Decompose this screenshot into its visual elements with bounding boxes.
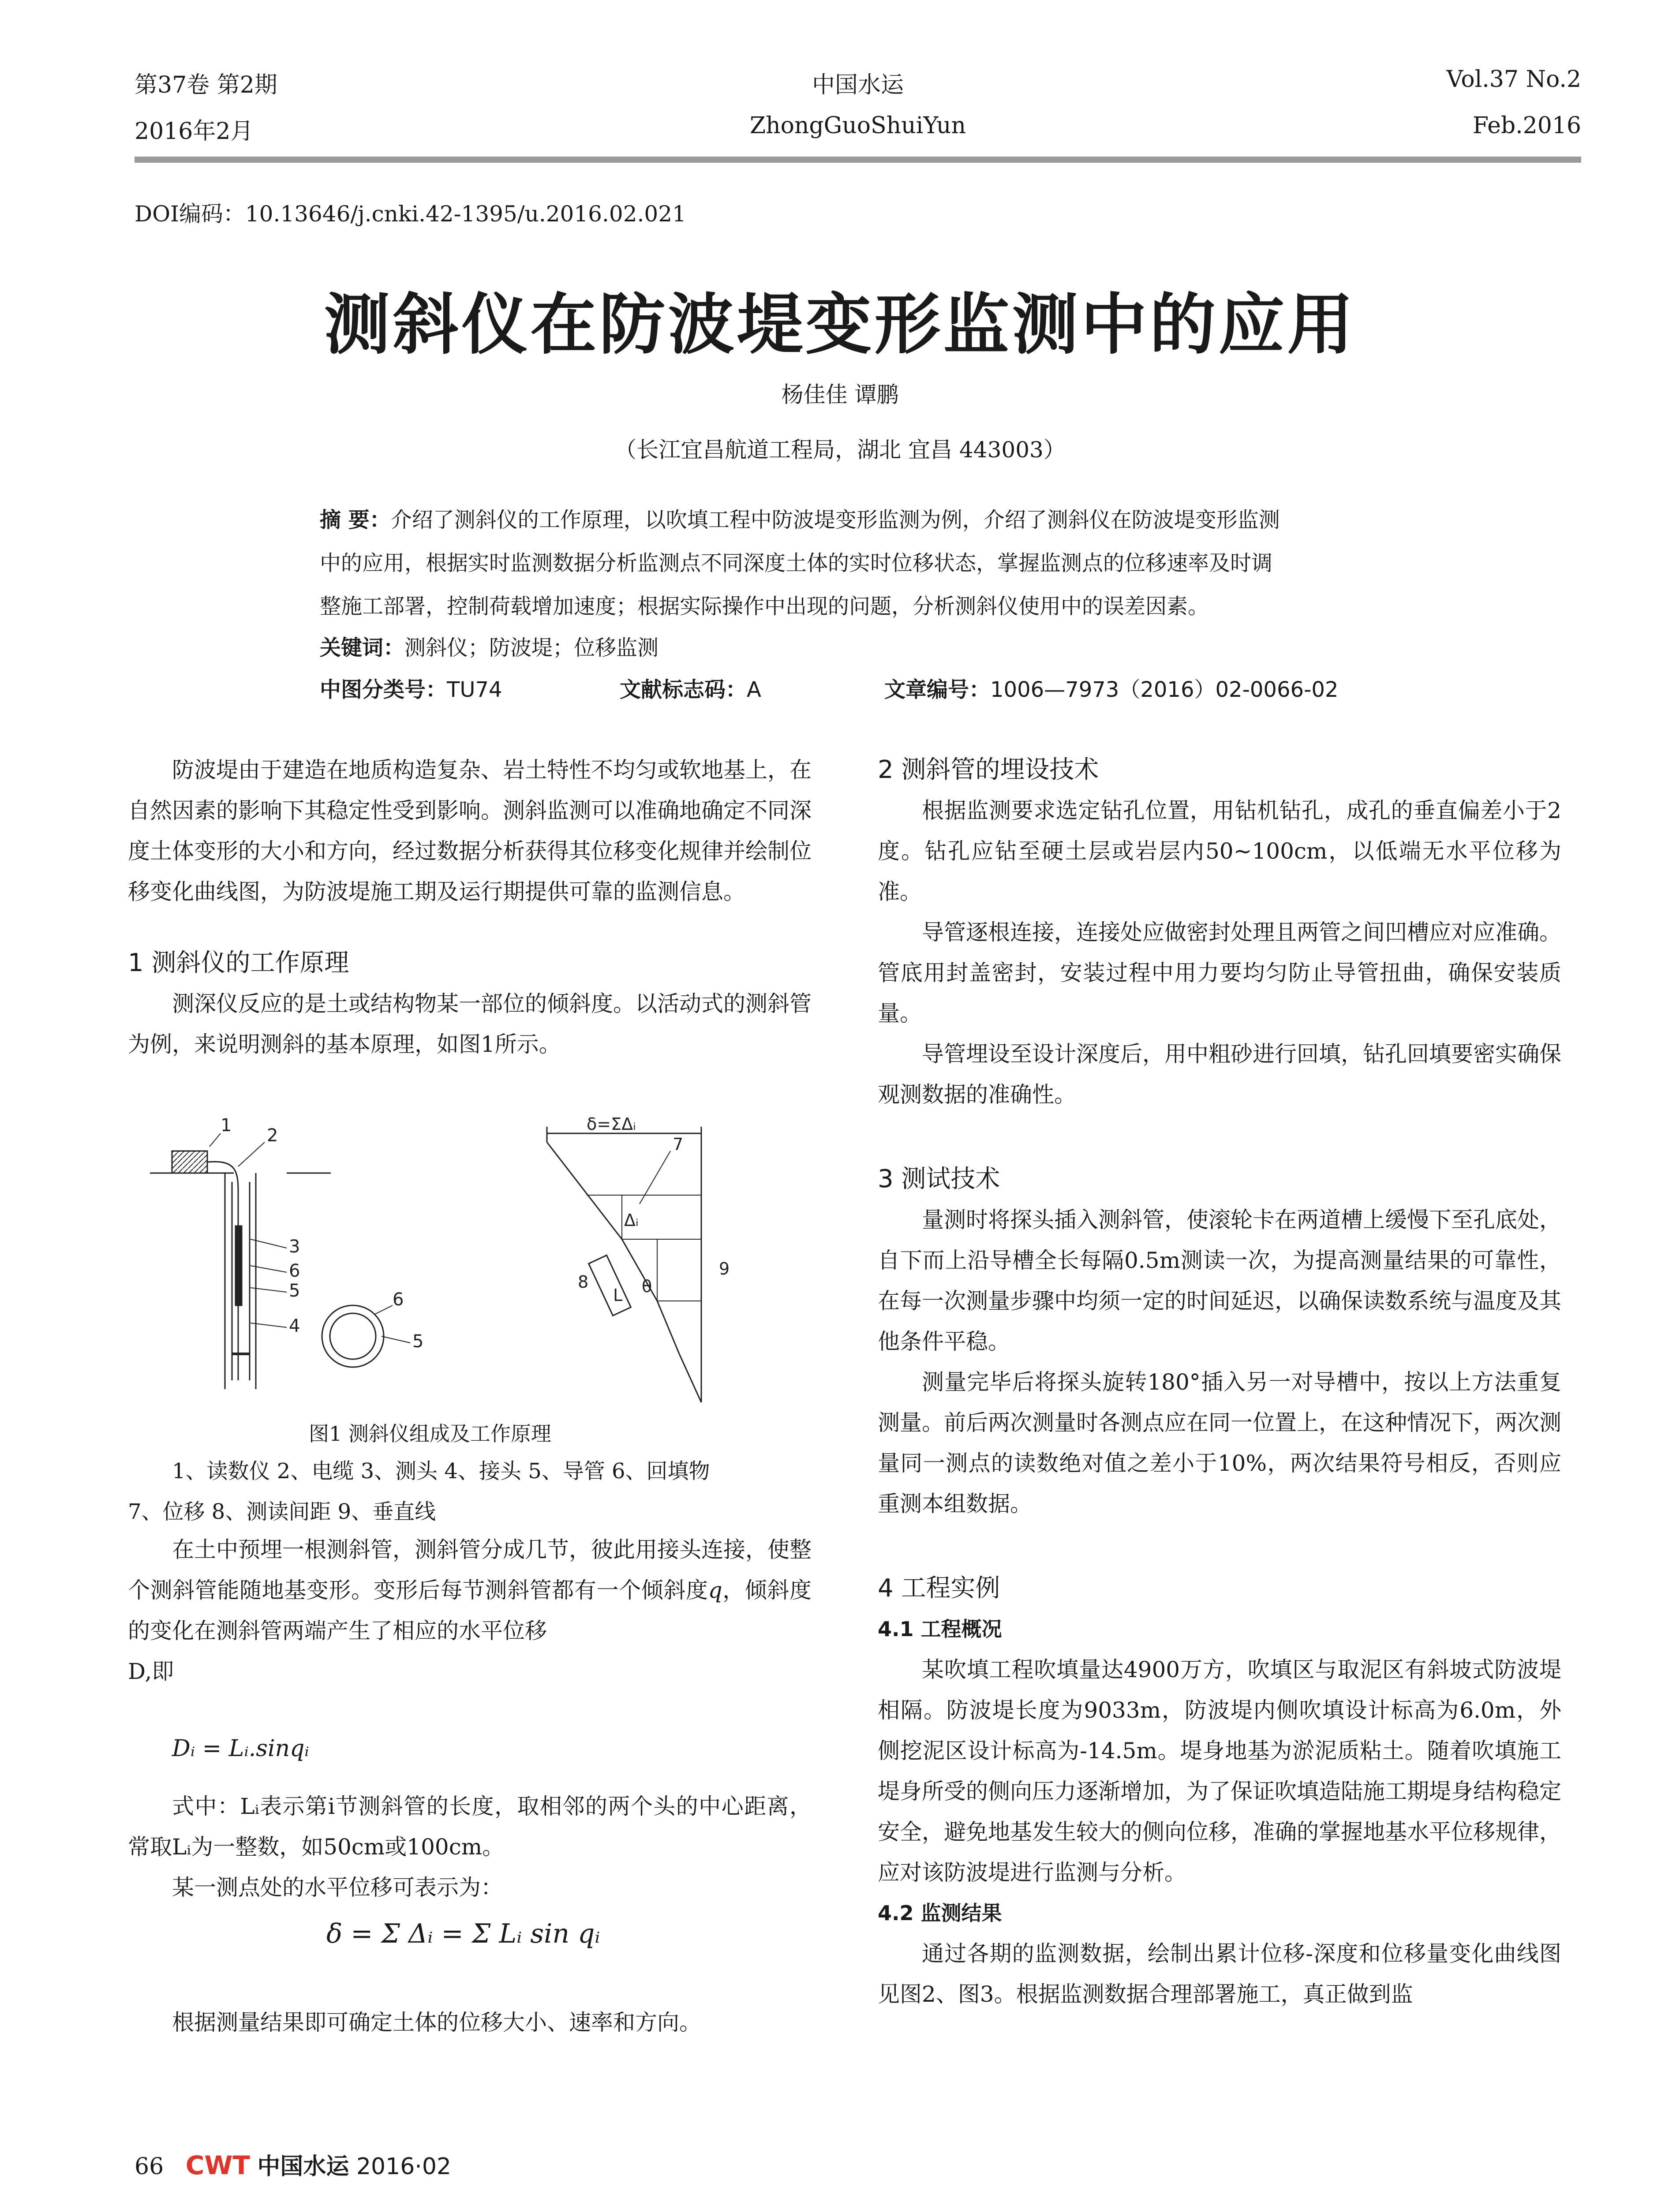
section-3-paragraph-1: 量测时将探头插入测斜管，使滚轮卡在两道槽上缓慢下至孔底处，自下而上沿导槽全长每隔0.5m测读一次，为提高测量结果的可靠性，在每一次测量步骤中均须一定的时间延迟，以确保读数系统与温度及其他条件平稳。 bbox=[878, 1207, 1561, 1354]
header-rule bbox=[135, 157, 1581, 163]
deformed-tube bbox=[547, 1142, 701, 1402]
section-1-paragraph-1: 测深仪反应的是土或结构物某一部位的倾斜度。以活动式的测斜管为例，来说明测斜的基本原理，如图1所示。 bbox=[128, 991, 812, 1057]
left-column-upper bbox=[128, 750, 812, 1065]
right-column bbox=[878, 750, 1561, 2014]
p2-q: q bbox=[708, 1577, 722, 1603]
label-4: 4 bbox=[289, 1316, 300, 1336]
doc-label: 文献标志码： bbox=[620, 677, 747, 702]
leader-5b bbox=[382, 1336, 410, 1343]
figure-1-legend-2: 7、位移 8、测读间距 9、垂直线 bbox=[128, 1499, 436, 1524]
volume-issue: 第37卷 第2期 bbox=[135, 72, 277, 98]
keywords-label: 关键词： bbox=[320, 635, 405, 660]
tube-section-inner bbox=[330, 1313, 376, 1359]
affiliation: （长江宜昌航道工程局，湖北 宜昌 443003） bbox=[614, 437, 1066, 463]
volume-issue-en: Vol.37 No.2 bbox=[1446, 66, 1581, 93]
abstract-line-1 bbox=[320, 503, 1280, 533]
cable bbox=[207, 1162, 238, 1380]
abstract-line-2: 中的应用，根据实时监测数据分析监测点不同深度土体的实时位移状态，掌握监测点的位移速率及时调 bbox=[320, 551, 1273, 576]
page-number: 66 bbox=[135, 2153, 164, 2180]
intro-paragraph: 防波堤由于建造在地质构造复杂、岩土特性不均匀或软地基上，在自然因素的影响下其稳定性受到影响。测斜监测可以准确地确定不同深度土体变形的大小和方向，经过数据分析获得其位移变化规律并绘制位移变化曲线图，为防波堤施工期及运行期提供可靠的监测信息。 bbox=[128, 757, 812, 904]
tube-section-outer bbox=[322, 1305, 384, 1367]
abstract-text-1: 介绍了测斜仪的工作原理，以吹填工程中防波堤变形监测为例，介绍了测斜仪在防波堤变形监测 bbox=[390, 508, 1280, 532]
p2-D: D bbox=[128, 1659, 145, 1684]
left-column-end bbox=[128, 2002, 812, 2043]
delta-i-label: Δᵢ bbox=[624, 1211, 639, 1230]
probe bbox=[236, 1226, 242, 1305]
label-3: 3 bbox=[289, 1237, 300, 1257]
journal-name-pinyin: ZhongGuoShuiYun bbox=[749, 112, 966, 139]
class-value: TU74 bbox=[447, 677, 502, 702]
left-column-bottom bbox=[128, 1786, 812, 1908]
working-principle-diagram bbox=[547, 1127, 701, 1402]
section-1-paragraph-5: 根据测量结果即可确定土体的位移大小、速率和方向。 bbox=[172, 2010, 701, 2035]
section-2-paragraph-1: 根据监测要求选定钻孔位置，用钻机钻孔，成孔的垂直偏差小于2度。钻孔应钻至硬土层或岩层内50~100cm，以低端无水平位移为准。 bbox=[878, 798, 1561, 904]
page-footer bbox=[135, 2148, 451, 2181]
section-1-paragraph-3: 式中：Lᵢ表示第i节测斜管的长度，取相邻的两个头的中心距离，常取Lᵢ为一整数，如50cm或100cm。 bbox=[128, 1794, 812, 1860]
keywords: 测斜仪；防波堤；位移监测 bbox=[404, 635, 659, 660]
footer-issue: 2016·02 bbox=[356, 2153, 451, 2180]
section-4-heading: 4 工程实例 bbox=[878, 1574, 1000, 1603]
figure-1 bbox=[146, 1116, 772, 1407]
leader-6b bbox=[375, 1305, 393, 1314]
abstract-label: 摘 要： bbox=[320, 508, 391, 532]
readout-unit bbox=[172, 1151, 207, 1173]
section-4-2-paragraph: 通过各期的监测数据，绘制出累计位移-深度和位移量变化曲线图见图2、图3。根据监测数据合理部署施工，真正做到监 bbox=[878, 1941, 1561, 2007]
probe-segment bbox=[589, 1255, 631, 1316]
p2-tail: ，倾斜度的变化在测斜管两端产生了相应的水平位移 bbox=[128, 1577, 812, 1644]
article-value: 1006—7973（2016）02-0066-02 bbox=[990, 677, 1339, 702]
label-1: 1 bbox=[221, 1116, 232, 1136]
article-label: 文章编号： bbox=[884, 677, 991, 702]
theta-label: θ bbox=[642, 1277, 652, 1296]
formula-displacement: Dᵢ = Lᵢ.sinqᵢ bbox=[172, 1735, 309, 1762]
section-3-paragraph-2: 测量完毕后将探头旋转180°插入另一对导槽中，按以上方法重复测量。前后两次测量时各测点应在同一位置上，在这种情况下，两次测量同一测点的读数绝对值之差小于10%，两次结果符号相反，否则应重测本组数据。 bbox=[878, 1369, 1561, 1517]
article-title: 测斜仪在防波堤变形监测中的应用 bbox=[324, 286, 1356, 363]
length-label: L bbox=[613, 1286, 623, 1305]
p2-text: 在土中预埋一根测斜管，测斜管分成几节，彼此用接头连接，使整个测斜管能随地基变形。变形后每节测斜管都有一个倾斜度 bbox=[128, 1537, 812, 1603]
keywords-line bbox=[320, 631, 659, 661]
section-2-paragraph-3: 导管埋设至设计深度后，用中粗砂进行回填，钻孔回填要密实确保观测数据的准确性。 bbox=[878, 1041, 1561, 1107]
footer-journal: 中国水运 bbox=[257, 2153, 349, 2180]
doc-value: A bbox=[747, 677, 761, 702]
delta-total-label: δ=ΣΔᵢ bbox=[587, 1116, 636, 1134]
p2-end: ,即 bbox=[145, 1659, 174, 1684]
label-8: 8 bbox=[578, 1272, 589, 1292]
section-2-paragraph-2: 导管逐根连接，连接处应做密封处理且两管之间凹槽应对应准确。管底用封盖密封，安装过程中用力要均匀防止导管扭曲，确保安装质量。 bbox=[878, 919, 1561, 1026]
figure-1-legend-1: 1、读数仪 2、电缆 3、测头 4、接头 5、导管 6、回填物 bbox=[172, 1459, 710, 1484]
authors: 杨佳佳 谭鹏 bbox=[781, 382, 899, 407]
inclinometer-installation-diagram bbox=[150, 1133, 410, 1389]
abstract-line-3: 整施工部署，控制荷载增加速度；根据实际操作中出现的问题，分析测斜仪使用中的误差因素。 bbox=[320, 594, 1209, 619]
label-5b: 5 bbox=[412, 1331, 424, 1352]
label-9: 9 bbox=[719, 1259, 730, 1278]
journal-name-cn: 中国水运 bbox=[812, 72, 904, 98]
leader-7 bbox=[640, 1151, 670, 1204]
publish-date: 2016年2月 bbox=[135, 118, 254, 145]
label-5: 5 bbox=[289, 1281, 300, 1301]
section-1-heading: 1 测斜仪的工作原理 bbox=[128, 949, 349, 977]
section-4-1-paragraph: 某吹填工程吹填量达4900万方，吹填区与取泥区有斜坡式防波堤相隔。防波堤长度为9033m，防波堤内侧吹填设计标高为6.0m，外侧挖泥区设计标高为-14.5m。堤身地基为淤泥质粘土。随着吹填施工堤身所受的侧向压力逐渐增加，为了保证吹填造陆施工期堤身结构稳定安全，避免地基发生较大的侧向位移，准确的掌握地基水平位移规律，应对该防波堤进行监测与分析。 bbox=[878, 1657, 1561, 1885]
doi: DOI编码：10.13646/j.cnki.42-1395/u.2016.02.021 bbox=[135, 201, 686, 227]
section-3-heading: 3 测试技术 bbox=[878, 1165, 1000, 1193]
left-column-lower bbox=[128, 1529, 812, 1692]
article-number bbox=[884, 673, 1338, 703]
formula-sum: δ = Σ Δᵢ = Σ Lᵢ sin qᵢ bbox=[326, 1918, 600, 1949]
doc-code bbox=[620, 673, 761, 703]
cwt-logo: CWT bbox=[185, 2150, 250, 2180]
section-2-heading: 2 测斜管的埋设技术 bbox=[878, 755, 1099, 784]
class-label: 中图分类号： bbox=[320, 677, 447, 702]
label-6b: 6 bbox=[393, 1289, 404, 1310]
publish-date-en: Feb.2016 bbox=[1472, 112, 1581, 139]
figure-1-caption: 图1 测斜仪组成及工作原理 bbox=[309, 1422, 551, 1446]
section-4-2-heading: 4.2 监测结果 bbox=[878, 1901, 1002, 1925]
label-7: 7 bbox=[673, 1135, 684, 1154]
section-1-paragraph-2-end bbox=[128, 1651, 812, 1692]
section-1-paragraph-4: 某一测点处的水平位移可表示为： bbox=[172, 1875, 503, 1900]
section-1-paragraph-2 bbox=[128, 1529, 812, 1651]
label-6: 6 bbox=[289, 1261, 300, 1281]
class-number bbox=[320, 673, 502, 703]
section-4-1-heading: 4.1 工程概况 bbox=[878, 1617, 1002, 1641]
label-2: 2 bbox=[267, 1125, 278, 1146]
leader-1 bbox=[210, 1133, 221, 1147]
leader-2 bbox=[238, 1142, 265, 1166]
